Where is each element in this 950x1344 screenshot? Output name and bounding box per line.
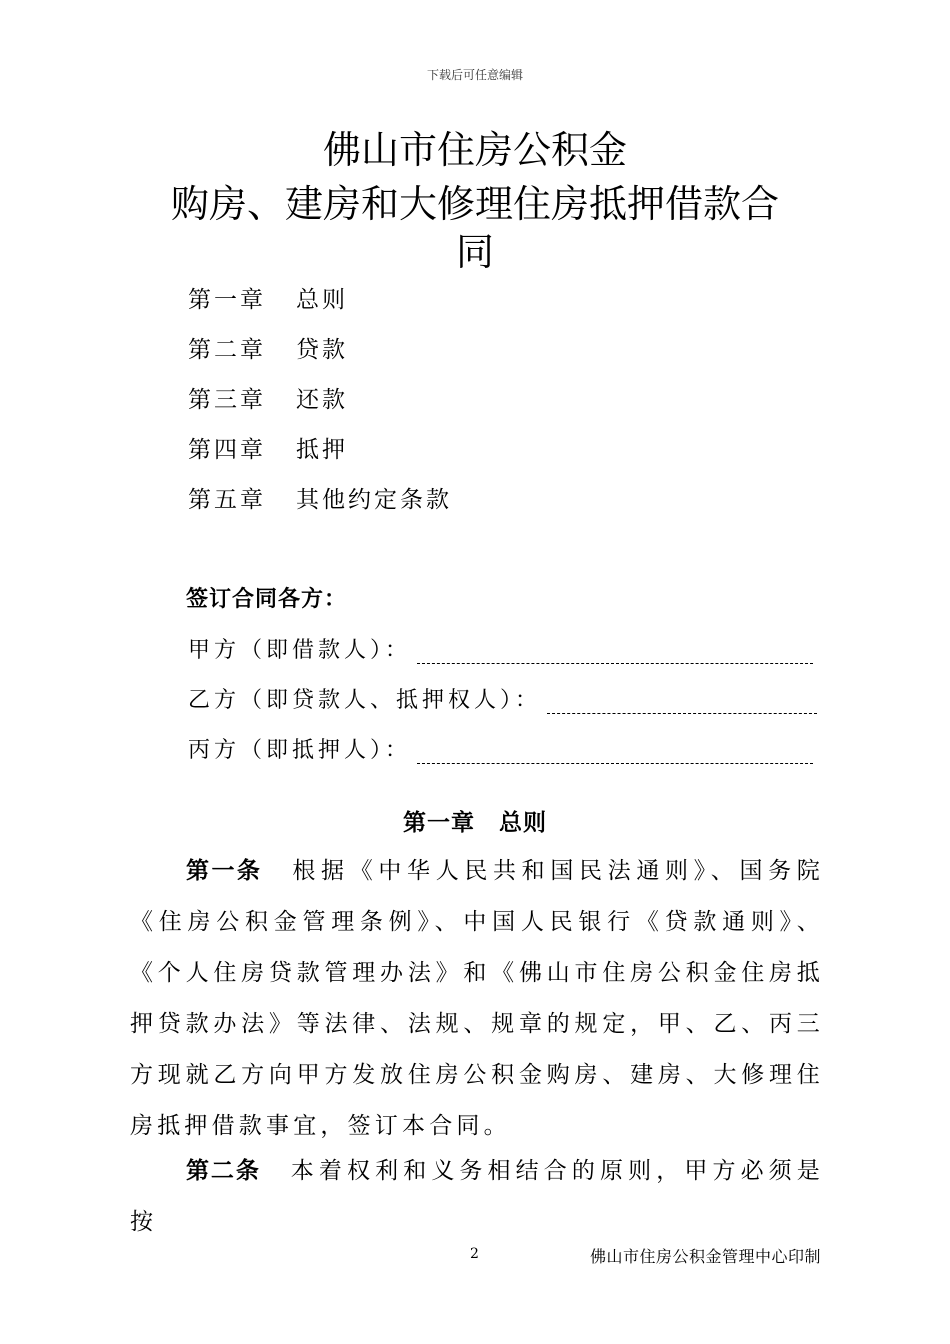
party-c-label: 丙方（即抵押人）： [188,738,412,763]
toc-chapter-number: 第一章 [188,287,266,313]
toc-chapter-number: 第三章 [188,387,266,413]
article-2-label: 第二条 [186,1158,261,1184]
toc-item [188,330,452,380]
party-c-row [188,730,813,764]
footer-organization: 佛山市住房公积金管理中心印制 [590,1247,822,1266]
toc-item [188,280,452,330]
party-b-row [188,680,817,714]
header-note: 下载后可任意编辑 [426,68,523,82]
toc-chapter-title: 抵押 [296,437,348,463]
party-a-fill-line[interactable] [417,637,813,664]
article-2-text: 本着权利和义务相结合的原则，甲方必须是按 [130,1158,824,1235]
table-of-contents [188,280,452,530]
toc-chapter-title: 总则 [296,287,348,313]
document-title-line-1: 佛山市住房公积金 [322,128,627,172]
article-1 [130,846,824,1152]
toc-chapter-title: 贷款 [296,337,348,363]
article-2 [130,1146,824,1248]
party-c-fill-line[interactable] [417,737,813,764]
toc-item [188,430,452,480]
toc-chapter-number: 第二章 [188,337,266,363]
toc-chapter-number: 第五章 [188,487,266,513]
toc-item [188,380,452,430]
party-b-fill-line[interactable] [547,687,817,714]
document-title-line-2: 购房、建房和大修理住房抵押借款合 [170,182,779,226]
document-title-line-3: 同 [455,230,494,274]
parties-heading: 签订合同各方： [186,587,348,612]
toc-item [188,480,452,530]
party-a-row [188,630,813,664]
article-1-label: 第一条 [186,858,263,884]
party-a-label: 甲方（即借款人）： [188,638,412,663]
chapter-heading: 第一章 总则 [403,810,547,836]
page-number: 2 [470,1246,479,1262]
article-1-text: 根据《中华人民共和国民法通则》、国务院《住房公积金管理条例》、中国人民银行《贷款通则》、《个人住房贷款管理办法》和《佛山市住房公积金住房抵押贷款办法》等法律、法规、规章的规定，甲、乙、丙三方现就乙方向甲方发放住房公积金购房、建房、大修理住房抵押借款事宜，签订本合同。 [130,858,824,1139]
toc-chapter-title: 还款 [296,387,348,413]
toc-chapter-title: 其他约定条款 [296,487,452,513]
party-b-label: 乙方（即贷款人、抵押权人）： [188,688,542,713]
toc-chapter-number: 第四章 [188,437,266,463]
